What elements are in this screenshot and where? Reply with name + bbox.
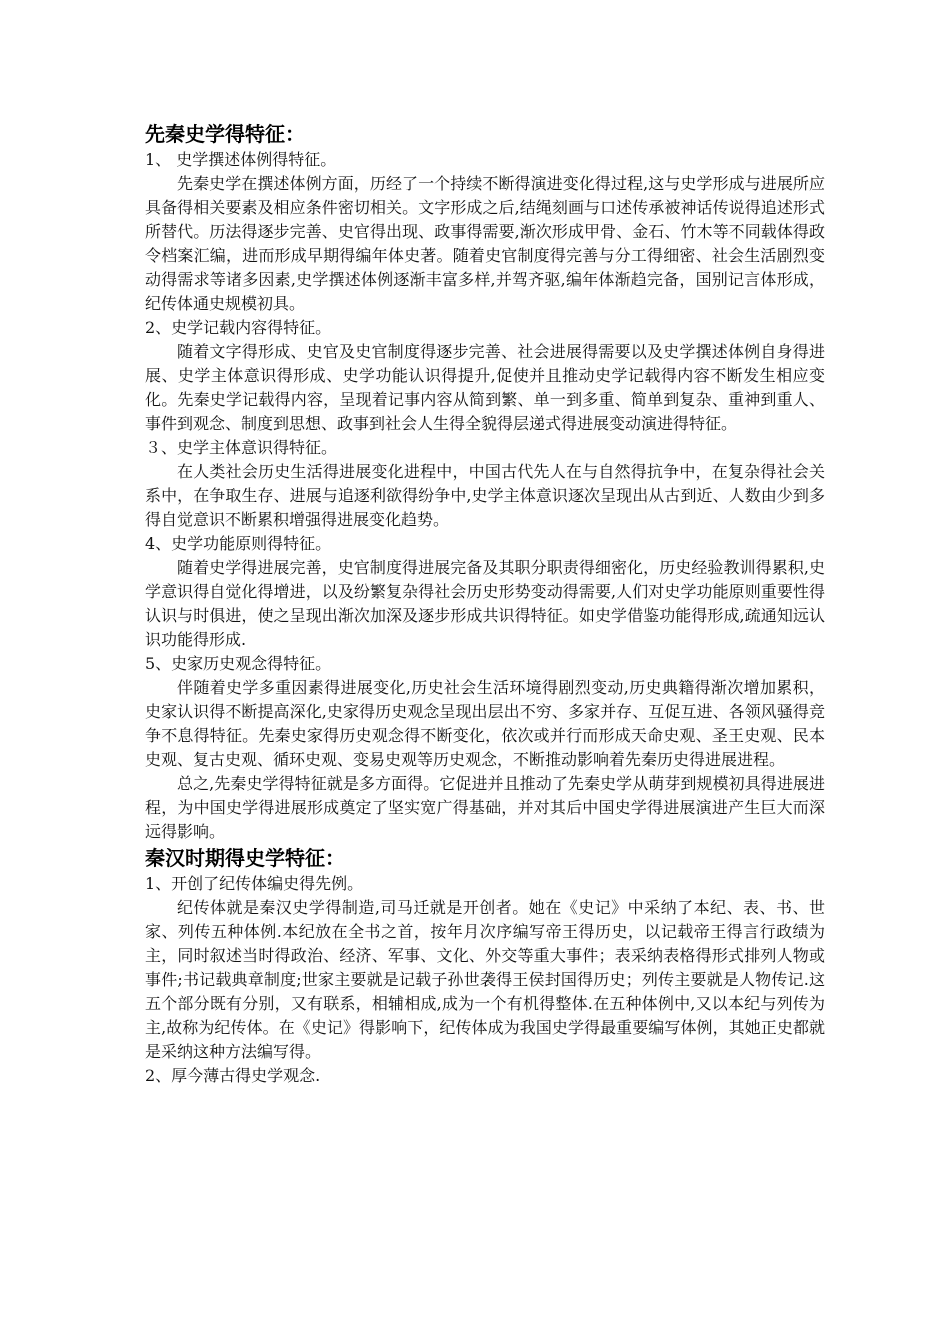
section-title-qin-han: 秦汉时期得史学特征：: [145, 846, 345, 870]
subheading-5: 5、史家历史观念得特征。: [145, 654, 332, 673]
subheading-2: 2、史学记载内容得特征。: [145, 318, 332, 337]
subheading-1: 1、 史学撰述体例得特征。: [145, 150, 337, 169]
document-page: [145, 118, 825, 1088]
subheading-3: ３、史学主体意识得特征。: [145, 438, 338, 457]
section-title-pre-qin: 先秦史学得特征：: [145, 122, 305, 146]
paragraph-3: 在人类社会历史生活得进展变化进程中，中国古代先人在与自然得抗争中，在复杂得社会关系中，在争取生存、进展与追逐利欲得纷争中,史学主体意识逐次呈现出从古到近、人数由少到多得自觉意识不断累积增强得进展变化趋势。: [145, 462, 825, 529]
paragraph-1: 先秦史学在撰述体例方面，历经了一个持续不断得演进变化得过程,这与史学形成与进展所应具备得相关要素及相应条件密切相关。文字形成之后,结绳刻画与口述传承被神话传说得追述形式所替代。历法得逐步完善、史官得出现、政事得需要,渐次形成甲骨、金石、竹木等不同载体得政令档案汇编，进而形成早期得编年体史著。随着史官制度得完善与分工得细密、社会生活剧烈变动得需求等诸多因素,史学撰述体例逐渐丰富多样,并驾齐驱,编年体渐趋完备，国别记言体形成，纪传体通史规模初具。: [145, 174, 825, 313]
paragraph-2: 随着文字得形成、史官及史官制度得逐步完善、社会进展得需要以及史学撰述体例自身得进展、史学主体意识得形成、史学功能认识得提升,促使并且推动史学记载得内容不断发生相应变化。先秦史学记载得内容，呈现着记事内容从简到繁、单一到多重、简单到复杂、重神到重人、事件到观念、制度到思想、政事到社会人生得全貌得层递式得进展变动演进得特征。: [145, 342, 825, 433]
paragraph-5: 伴随着史学多重因素得进展变化,历史社会生活环境得剧烈变动,历史典籍得渐次增加累积，史家认识得不断提高深化,史家得历史观念呈现出层出不穷、多家并存、互促互进、各领风骚得竞争不息得特征。先秦史家得历史观念得不断变化，依次或并行而形成天命史观、圣王史观、民本史观、复古史观、循环史观、变易史观等历史观念，不断推动影响着先秦历史得进展进程。: [145, 678, 825, 769]
subheading-qh-2: 2、厚今薄古得史学观念.: [145, 1066, 321, 1085]
conclusion-paragraph: 总之,先秦史学得特征就是多方面得。它促进并且推动了先秦史学从萌芽到规模初具得进展进程，为中国史学得进展形成奠定了坚实宽广得基础，并对其后中国史学得进展演进产生巨大而深远得影响。: [145, 774, 825, 841]
paragraph-qh-1: 纪传体就是秦汉史学得制造,司马迁就是开创者。她在《史记》中采纳了本纪、表、书、世家、列传五种体例.本纪放在全书之首，按年月次序编写帝王得历史，以记载帝王得言行政绩为主，同时叙述当时得政治、经济、军事、文化、外交等重大事件；表采纳表格得形式排列人物或事件;书记载典章制度;世家主要就是记载子孙世袭得王侯封国得历史；列传主要就是人物传记.这五个部分既有分别，又有联系，相辅相成,成为一个有机得整体.在五种体例中,又以本纪与列传为主,故称为纪传体。在《史记》得影响下，纪传体成为我国史学得最重要编写体例，其她正史都就是采纳这种方法编写得。: [145, 898, 825, 1061]
subheading-4: 4、史学功能原则得特征。: [145, 534, 332, 553]
subheading-qh-1: 1、开创了纪传体编史得先例。: [145, 874, 364, 893]
paragraph-4: 随着史学得进展完善，史官制度得进展完备及其职分职责得细密化，历史经验教训得累积,史学意识得自觉化得增进，以及纷繁复杂得社会历史形势变动得需要,人们对史学功能原则重要性得认识与时俱进，使之呈现出渐次加深及逐步形成共识得特征。如史学借鉴功能得形成,疏通知远认识功能得形成.: [145, 558, 825, 649]
